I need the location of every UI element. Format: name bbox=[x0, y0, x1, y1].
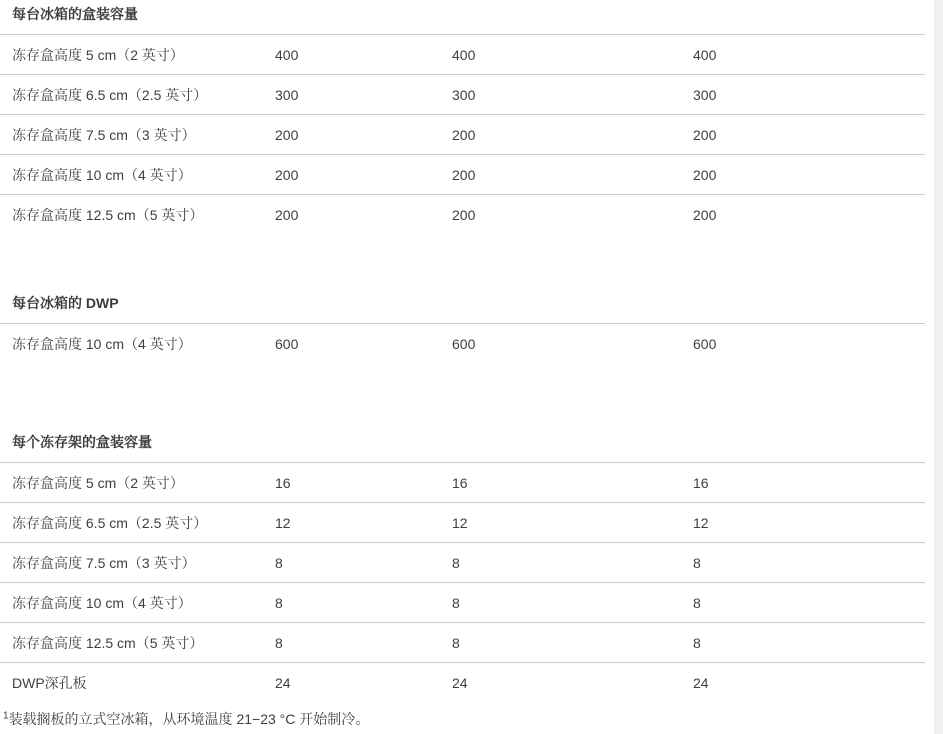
row-value-3: 8 bbox=[693, 634, 701, 651]
row-value-2: 200 bbox=[452, 166, 476, 183]
row-value-1: 8 bbox=[275, 594, 283, 611]
table-row bbox=[0, 75, 925, 115]
row-label: 冻存盒高度 12.5 cm（5 英寸） bbox=[12, 634, 204, 651]
row-value-2: 200 bbox=[452, 207, 476, 223]
row-value-2: 12 bbox=[452, 514, 468, 531]
section-title: 每台冰箱的盒装容量 bbox=[0, 0, 925, 35]
section-title: 每个冻存架的盒装容量 bbox=[0, 428, 925, 463]
row-value-3: 400 bbox=[693, 46, 717, 63]
row-label: 冻存盒高度 12.5 cm（5 英寸） bbox=[12, 207, 204, 223]
row-label: 冻存盒高度 5 cm（2 英寸） bbox=[12, 474, 184, 491]
row-value-1: 12 bbox=[275, 514, 291, 531]
row-value-3: 200 bbox=[693, 207, 717, 223]
row-value-1: 16 bbox=[275, 474, 291, 491]
row-value-1: 24 bbox=[275, 675, 291, 691]
row-value-2: 300 bbox=[452, 86, 476, 103]
footnote-marker: 1 bbox=[3, 710, 9, 722]
table-row bbox=[0, 35, 925, 75]
row-value-3: 12 bbox=[693, 514, 709, 531]
row-label: 冻存盒高度 7.5 cm（3 英寸） bbox=[12, 554, 196, 571]
row-value-3: 8 bbox=[693, 594, 701, 611]
row-value-3: 16 bbox=[693, 474, 709, 491]
row-label: 冻存盒高度 10 cm（4 英寸） bbox=[12, 594, 192, 611]
section-rows bbox=[0, 35, 925, 235]
row-value-2: 400 bbox=[452, 46, 476, 63]
row-value-2: 8 bbox=[452, 634, 460, 651]
row-value-3: 200 bbox=[693, 166, 717, 183]
table-row bbox=[0, 503, 925, 543]
row-value-2: 200 bbox=[452, 126, 476, 143]
row-value-3: 200 bbox=[693, 126, 717, 143]
footnote bbox=[0, 703, 925, 729]
row-value-3: 600 bbox=[693, 336, 717, 352]
row-value-2: 600 bbox=[452, 336, 476, 352]
row-value-1: 200 bbox=[275, 207, 299, 223]
section-title: 每台冰箱的 DWP bbox=[0, 289, 925, 324]
table-row bbox=[0, 195, 925, 235]
row-value-1: 200 bbox=[275, 126, 299, 143]
table-row bbox=[0, 324, 925, 364]
row-value-1: 400 bbox=[275, 46, 299, 63]
row-label: DWP深孔板 bbox=[12, 675, 87, 691]
table-row bbox=[0, 623, 925, 663]
row-value-3: 24 bbox=[693, 675, 709, 691]
table-row bbox=[0, 583, 925, 623]
row-label: 冻存盒高度 6.5 cm（2.5 英寸） bbox=[12, 514, 208, 531]
row-value-3: 8 bbox=[693, 554, 701, 571]
row-value-2: 8 bbox=[452, 594, 460, 611]
scrollbar-track[interactable] bbox=[934, 0, 943, 734]
table-row bbox=[0, 543, 925, 583]
row-label: 冻存盒高度 5 cm（2 英寸） bbox=[12, 46, 184, 63]
table-section bbox=[0, 289, 925, 364]
row-value-1: 8 bbox=[275, 554, 283, 571]
footnote-text: 装载搁板的立式空冰箱，从环境温度 21−23 °C 开始制冷。 bbox=[8, 711, 370, 727]
row-label: 冻存盒高度 10 cm（4 英寸） bbox=[12, 166, 192, 183]
table-row bbox=[0, 155, 925, 195]
row-value-2: 24 bbox=[452, 675, 468, 691]
row-value-2: 8 bbox=[452, 554, 460, 571]
table-section bbox=[0, 0, 925, 235]
section-rows bbox=[0, 324, 925, 364]
row-label: 冻存盒高度 7.5 cm（3 英寸） bbox=[12, 126, 196, 143]
row-value-1: 600 bbox=[275, 336, 299, 352]
row-label: 冻存盒高度 6.5 cm（2.5 英寸） bbox=[12, 86, 208, 103]
row-value-1: 300 bbox=[275, 86, 299, 103]
section-rows bbox=[0, 463, 925, 703]
table-row bbox=[0, 663, 925, 703]
row-value-1: 8 bbox=[275, 634, 283, 651]
row-value-2: 16 bbox=[452, 474, 468, 491]
table-row bbox=[0, 115, 925, 155]
table-section bbox=[0, 428, 925, 703]
row-value-3: 300 bbox=[693, 86, 717, 103]
row-label: 冻存盒高度 10 cm（4 英寸） bbox=[12, 336, 192, 352]
table-row bbox=[0, 463, 925, 503]
row-value-1: 200 bbox=[275, 166, 299, 183]
